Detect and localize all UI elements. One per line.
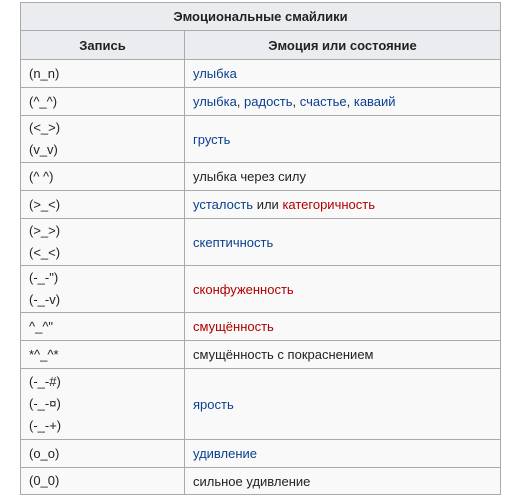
- emoticon-code: (-_-+): [29, 418, 62, 433]
- table-row: [21, 266, 501, 313]
- emotion-link[interactable]: ярость: [193, 396, 234, 412]
- emoticon-code: (o_o): [29, 445, 60, 461]
- table-row: [21, 88, 501, 116]
- emotion-link[interactable]: удивление: [193, 446, 258, 461]
- emoticon-notation-cell: [21, 369, 185, 440]
- emoticon-code: (v_v): [29, 142, 58, 157]
- emotion-cell: [185, 266, 501, 313]
- emotion-text: смущённость с покраснением: [193, 347, 374, 362]
- emoticon-notation-cell: [21, 219, 185, 266]
- emotion-cell: [185, 440, 501, 468]
- emoticon-code: *^_^*: [29, 346, 59, 362]
- table-caption: Эмоциональные смайлики: [21, 3, 501, 31]
- table-row: [21, 468, 501, 495]
- emotion-cell: [185, 88, 501, 116]
- emotion-text: сильное удивление: [193, 473, 311, 489]
- emoticon-notation-cell: [21, 60, 185, 88]
- emoticon-code: (-_-¤): [29, 396, 61, 411]
- table-row: [21, 60, 501, 88]
- emoticon-table: [20, 2, 501, 495]
- emotion-cell: [185, 313, 501, 341]
- emotion-text: улыбка через силу: [193, 169, 307, 184]
- emotion-cell: [185, 60, 501, 88]
- emoticon-code: (>_>): [29, 223, 61, 238]
- emoticon-notation-cell: [21, 468, 185, 495]
- emotion-link[interactable]: улыбка: [193, 66, 237, 81]
- emotion-link[interactable]: радость: [244, 94, 293, 109]
- emotion-link[interactable]: смущённость: [193, 319, 274, 334]
- emoticon-notation-cell: [21, 88, 185, 116]
- emotion-link[interactable]: скептичность: [193, 234, 274, 250]
- emoticon-notation-cell: [21, 116, 185, 163]
- column-header-emotion: Эмоция или состояние: [185, 31, 501, 60]
- emoticon-code: (^ ^): [29, 168, 54, 184]
- emoticon-code: (<_<): [29, 245, 61, 260]
- emoticon-notation-cell: [21, 266, 185, 313]
- emoticon-code: (-_-"): [29, 270, 59, 285]
- emotion-cell: [185, 116, 501, 163]
- emotion-text: ,: [236, 94, 245, 109]
- table-row: [21, 191, 501, 219]
- emoticon-code: (0_0): [29, 473, 60, 488]
- table-row: [21, 219, 501, 266]
- table-row: [21, 116, 501, 163]
- header-row: [21, 31, 501, 60]
- emotion-text: ,: [346, 94, 354, 109]
- emotion-link[interactable]: категоричность: [282, 197, 375, 212]
- column-header-notation: Запись: [21, 31, 185, 60]
- table-body: [21, 60, 501, 495]
- emotion-text: ,: [292, 94, 300, 109]
- emoticon-notation-cell: [21, 440, 185, 468]
- emotion-cell: [185, 163, 501, 191]
- emotion-link[interactable]: усталость: [193, 197, 254, 212]
- emoticon-code: (<_>): [29, 120, 61, 135]
- emotion-cell: [185, 191, 501, 219]
- table-row: [21, 369, 501, 440]
- emotion-cell: [185, 369, 501, 440]
- emoticon-code: (n_n): [29, 65, 60, 81]
- emotion-cell: [185, 219, 501, 266]
- emoticon-notation-cell: [21, 313, 185, 341]
- emotion-link[interactable]: сконфуженность: [193, 281, 294, 297]
- emoticon-code: ^_^": [29, 318, 54, 334]
- emoticon-notation-cell: [21, 341, 185, 369]
- emotion-link[interactable]: счастье: [299, 94, 347, 109]
- table-row: [21, 440, 501, 468]
- table-row: [21, 163, 501, 191]
- emoticon-code: (-_-v): [29, 292, 61, 307]
- emotion-link[interactable]: грусть: [193, 131, 231, 147]
- emoticon-notation-cell: [21, 163, 185, 191]
- table-row: [21, 313, 501, 341]
- table-row: [21, 341, 501, 369]
- emotion-cell: [185, 468, 501, 495]
- caption-row: [21, 3, 501, 31]
- emotion-link[interactable]: каваий: [353, 94, 396, 109]
- emoticon-code: (>_<): [29, 196, 61, 212]
- emoticon-code: (-_-#): [29, 374, 61, 389]
- emotion-cell: [185, 341, 501, 369]
- emotion-link[interactable]: улыбка: [193, 94, 237, 109]
- emoticon-notation-cell: [21, 191, 185, 219]
- emotion-text: или: [253, 197, 283, 212]
- emoticon-code: (^_^): [29, 93, 58, 109]
